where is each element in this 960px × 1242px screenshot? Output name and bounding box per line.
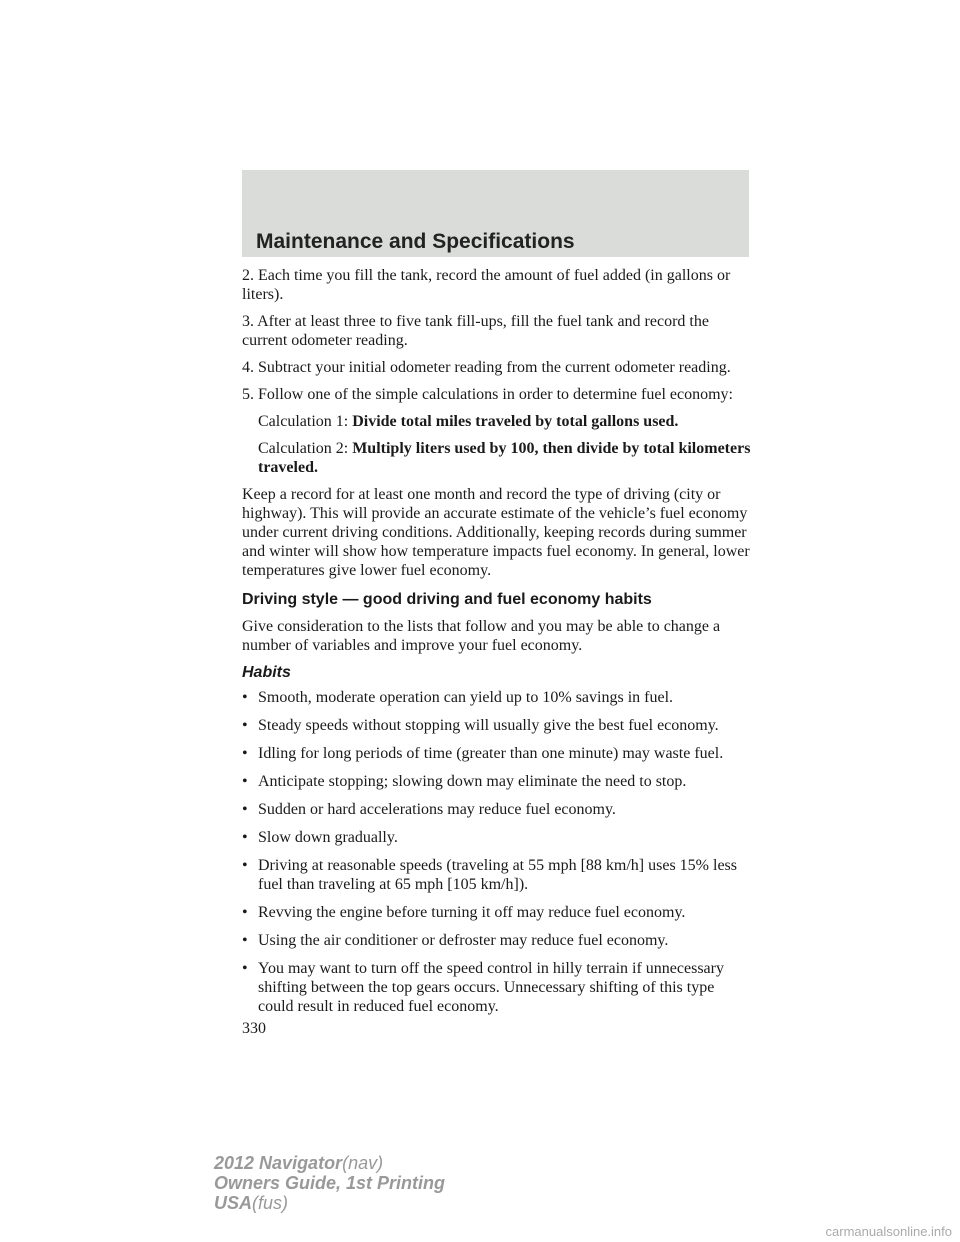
- page-number: 330: [242, 1020, 266, 1037]
- habit-text: Slow down gradually.: [258, 829, 398, 846]
- habits-heading: Habits: [242, 664, 291, 681]
- step-2: 2. Each time you fill the tank, record the amount of fuel added (in gallons or liters).: [242, 267, 731, 303]
- habit-text: Anticipate stopping; slowing down may eliminate the need to stop.: [258, 773, 687, 790]
- footer-market: USA: [214, 1193, 253, 1213]
- bullet-icon: •: [242, 801, 248, 818]
- list-item: [242, 772, 752, 791]
- calculation-1-text: Divide total miles traveled by total gallons used.: [352, 413, 679, 430]
- bullet-icon: •: [242, 857, 248, 874]
- section-title: Maintenance and Specifications: [256, 230, 575, 253]
- list-item: [242, 959, 752, 1016]
- list-item: [242, 688, 752, 707]
- bullet-icon: •: [242, 960, 248, 977]
- habits-list: [242, 688, 752, 1016]
- list-item: [242, 903, 752, 922]
- bullet-icon: •: [242, 689, 248, 706]
- list-item: [242, 931, 752, 950]
- habit-text: Smooth, moderate operation can yield up to 10% savings in fuel.: [258, 689, 674, 706]
- step-3: 3. After at least three to five tank fill-ups, fill the fuel tank and record the current odometer reading.: [242, 313, 709, 349]
- step-5: 5. Follow one of the simple calculations in order to determine fuel economy:: [242, 386, 733, 403]
- list-item: [242, 744, 752, 763]
- watermark-link[interactable]: carmanualsonline.info: [825, 1224, 952, 1239]
- habit-text: Steady speeds without stopping will usually give the best fuel economy.: [258, 717, 719, 734]
- footer-model-code: (nav): [342, 1153, 384, 1173]
- list-item: [242, 800, 752, 819]
- page-content: [242, 266, 752, 1038]
- bullet-icon: •: [242, 932, 248, 949]
- footer-line-3: [214, 1193, 445, 1213]
- habit-text: Idling for long periods of time (greater than one minute) may waste fuel.: [258, 745, 724, 762]
- bullet-icon: •: [242, 904, 248, 921]
- bullet-icon: •: [242, 745, 248, 762]
- driving-style-heading: Driving style — good driving and fuel economy habits: [242, 591, 652, 608]
- footer-model: 2012 Navigator: [214, 1153, 343, 1173]
- calculation-2-label: Calculation 2:: [258, 440, 349, 457]
- list-item: [242, 716, 752, 735]
- calculation-2-text: Multiply liters used by 100, then divide by total kilometers traveled.: [258, 440, 751, 476]
- record-paragraph: Keep a record for at least one month and record the type of driving (city or highway). This will provide an accurate estimate of the vehicle’s fuel economy under current driving conditions. Additionally, keeping records during summer and winter will show how temperature impacts fuel economy. In general, lower temperatures give lower fuel economy.: [242, 486, 750, 579]
- habit-text: Driving at reasonable speeds (traveling at 55 mph [88 km/h] uses 15% less fuel than traveling at 65 mph [105 km/h]).: [258, 857, 737, 893]
- footer-line-2: Owners Guide, 1st Printing: [214, 1173, 446, 1193]
- step-4: 4. Subtract your initial odometer reading from the current odometer reading.: [242, 359, 731, 376]
- bullet-icon: •: [242, 773, 248, 790]
- list-item: [242, 828, 752, 847]
- habit-text: Using the air conditioner or defroster may reduce fuel economy.: [258, 932, 669, 949]
- list-item: [242, 856, 752, 894]
- driving-style-intro: Give consideration to the lists that follow and you may be able to change a number of variables and improve your fuel economy.: [242, 618, 721, 654]
- habit-text: You may want to turn off the speed control in hilly terrain if unnecessary shifting between the top gears occurs. Unnecessary shifting of this type could result in reduced fuel economy.: [258, 960, 724, 1015]
- bullet-icon: •: [242, 829, 248, 846]
- habit-text: Sudden or hard accelerations may reduce fuel economy.: [258, 801, 616, 818]
- calculation-2: [242, 439, 752, 477]
- footer-market-code: (fus): [252, 1193, 289, 1213]
- habit-text: Revving the engine before turning it off may reduce fuel economy.: [258, 904, 686, 921]
- bullet-icon: •: [242, 717, 248, 734]
- print-footer: [214, 1153, 445, 1213]
- calculation-1: [242, 412, 752, 431]
- footer-line-1: [214, 1153, 445, 1173]
- calculation-1-label: Calculation 1:: [258, 413, 349, 430]
